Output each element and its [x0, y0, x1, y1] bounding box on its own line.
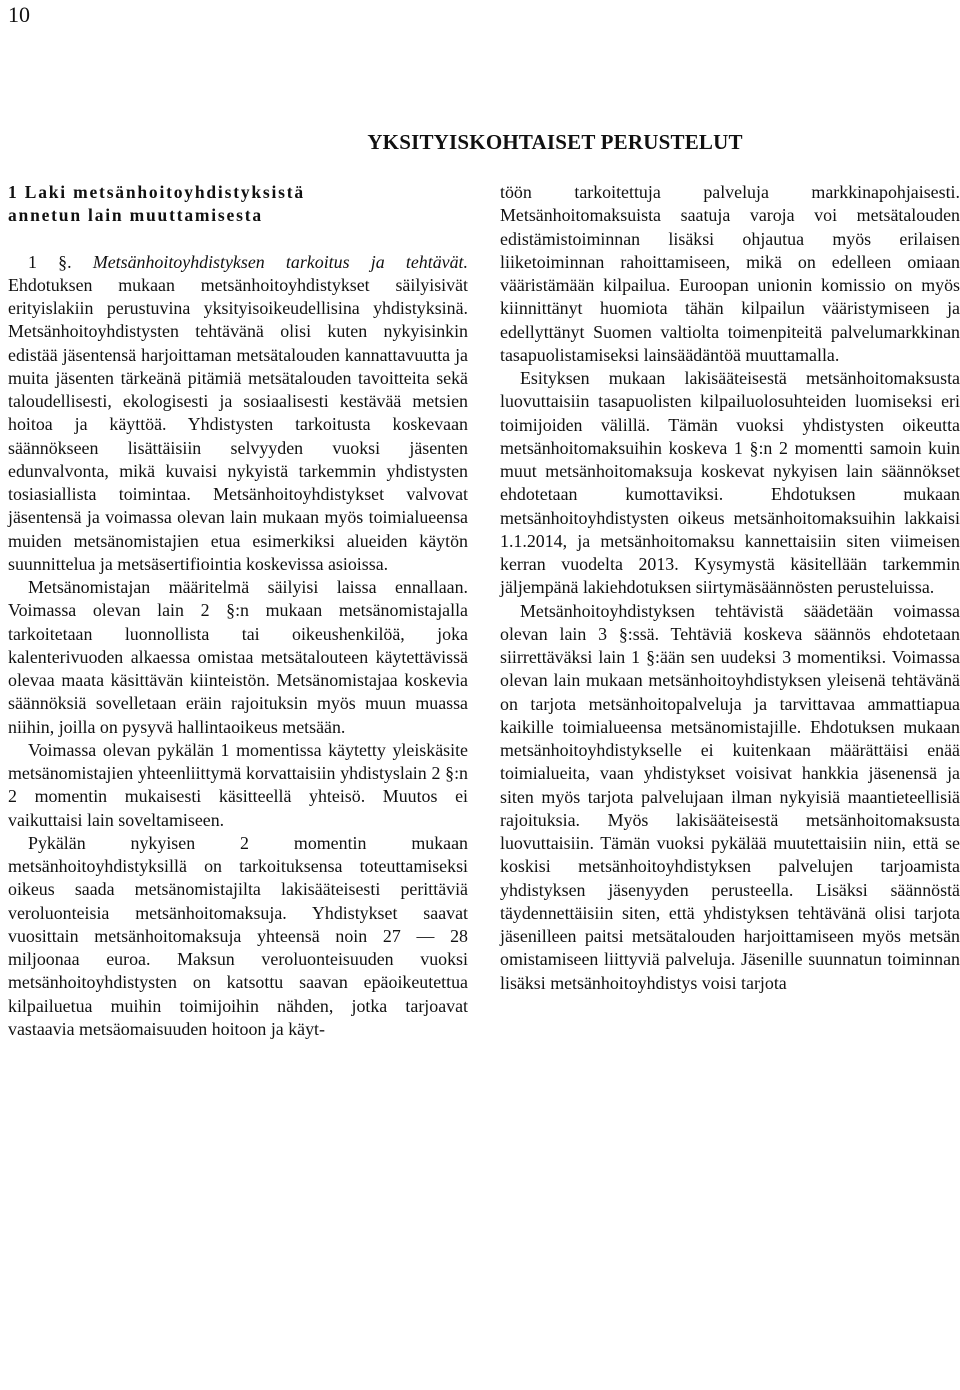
page-heading: YKSITYISKOHTAISET PERUSTELUT — [367, 130, 743, 154]
right-paragraph-1: töön tarkoitettuja palveluja markkinapohjaisesti. Metsänhoitomaksuista saatuja varoja voi metsätalouden edistämistoiminnan lisäksi ohjautua myös erilaisen liiketoiminnan rahoittamiseen, mikä on edelleen omiaan vääristämään kilpailua. Euroopan unionin komissio on myös kiinnittänyt huomiota tähän kilpailun vääristymiseen ja edellyttänyt Suomen valtiolta toimenpiteitä palvelumarkkinan tasapuolistamiseksi lainsäädäntöä muuttamalla. — [500, 182, 960, 365]
page-number: 10 — [8, 2, 30, 27]
section-title: Metsänhoitoyhdistyksen tarkoitus ja tehtävät. — [92, 251, 468, 272]
paragraph-3: Voimassa olevan pykälän 1 momentissa käytetty yleiskäsite metsänomistajien yhteenliittymä korvattaisiin yhdistyslain 2 §:n 2 momentin mukaisesti käsitteellä yhteisö. Muutos ei vaikuttaisi lain soveltamiseen. — [8, 739, 468, 830]
section-paragraph-1 — [8, 251, 468, 577]
right-paragraph-3: Metsänhoitoyhdistyksen tehtävistä säädetään voimassa olevan lain 3 §:ssä. Tehtäviä koskeva säännös ehdotetaan siirrettäväksi lain 1 §:ään sen uudeksi 3 momentiksi. Voimassa olevan lain mukaan metsänhoitoyhdistyksen yleisenä tehtävänä on tarjota metsänhoitopalveluja ja tarvittavaa ammattiapua kaikille toimialueensa metsänomistajille. Ehdotuksen mukaan metsänhoitoyhdistykselle ei kuitenkaan määrättäisi enää toimialueita, vaan yhdistykset voisivat hankkia jäsenensä ja siten myös tarjota palvelujaan ilman nykyisiä maantieteellisiä rajoituksia. Myös lakisääteisestä metsänhoitomaksusta luovuttaisiin. Tämän vuoksi pykälää muutettaisiin niin, että se koskisi metsänhoitoyhdistyksen palvelujen tarjoamista yhdistyksen jäsenyyden perusteella. Lisäksi säännöstä täydennettäisiin siten, että yhdistyksen tehtävänä olisi tarjota jäsenilleen paitsi metsätalouden harjoittamiseen myös metsän omistamiseen liittyviä palveluja. Jäsenille suunnatun toiminnan lisäksi metsänhoitoyhdistys voisi tarjota — [500, 600, 960, 993]
paragraph-4: Pykälän nykyisen 2 momentin mukaan metsänhoitoyhdistyksillä on tarkoituksensa toteuttamiseksi oikeus saada metsänomistajilta lakisääteisesti perittäviä veroluonteisia metsänhoitomaksuja. Yhdistykset saavat vuosittain metsänhoitomaksuja yhteensä noin 27 — 28 miljoonaa euroa. Maksun veroluonteisuuden vuoksi metsänhoitoyhdistysten on katsottu saavan epäoikeutettua kilpailuetua muihin toimijoihin nähden, jotka tarjoavat vastaavia metsäomaisuuden hoitoon ja käyt- — [8, 832, 468, 1039]
section-sign: §. — [58, 251, 72, 272]
right-paragraph-2: Esityksen mukaan lakisääteisestä metsänhoitomaksusta luovuttaisiin tasapuolisten kilpailuolosuhteiden luomiseksi eri toimijoiden välillä. Tämän vuoksi yhdistysten oikeutta metsänhoitomaksuihin koskeva 1 §:n 2 momentti samoin kuin muut metsänhoitomaksuja koskevat nykyisen lain säännökset ehdotetaan kumottaviksi. Ehdotuksen mukaan metsänhoitoyhdistysten oikeus metsänhoitomaksuihin lakkaisi 1.1.2014, ja metsänhoitomaksu kannettaisiin siten viimeisen kerran vuodelta 2013. Kysymystä käsitellään tarkemmin jäljempänä lakiehdotuksen siirtymäsäännösten perusteluissa. — [500, 368, 960, 598]
chapter-heading-line-1: 1 Laki metsänhoitoyhdistyksistä — [8, 182, 305, 202]
paragraph-1-text: Ehdotuksen mukaan metsänhoitoyhdistykset säilyisivät erityislakiin perustuvina yksityisoikeudellisina yhdistyksinä. Metsänhoitoyhdistysten tehtävänä olisi kuten nykyisinkin edistää jäsentensä harjoittaman metsätalouden kannattavuutta ja muita jäsenten tärkeänä pitämiä metsätalouden tavoitteita sekä taloudellisesti, ekologisesti ja sosiaalisesti kestävää metsien hoitoa ja käyttöä. Yhdistysten tarkoitusta koskevaan säännökseen lisättäisiin selvyyden vuoksi jäsenten edunvalvonta, mikä kuvaisi nykyistä tarkemmin yhdistysten tosiasiallista toimintaa. Metsänhoitoyhdistykset valvovat jäsentensä ja voimassa olevan lain mukaan myös toimialueensa muiden metsänomistajien etua esimerkiksi alueiden käytön suunnittelua ja metsäsertifiointia koskevissa asioissa. — [8, 274, 468, 574]
chapter-heading — [8, 181, 468, 228]
paragraph-2: Metsänomistajan määritelmä säilyisi laissa ennallaan. Voimassa olevan lain 2 §:n mukaan metsänomistajalla tarkoitetaan luonnollista tai oikeushenkilöä, joka kalenterivuoden alkaessa omistaa metsätalouteen käytettävissä olevaa maata käsittävän kiinteistön. Metsänomistajaa koskevia säännöksiä sovelletaan eräin rajoituksin myös muun muassa niihin, joilla on pysyvä hallintaoikeus metsään. — [8, 577, 468, 737]
left-column — [8, 181, 468, 1041]
chapter-heading-line-2: annetun lain muuttamisesta — [8, 205, 263, 226]
section-number: 1 — [28, 251, 37, 272]
right-column — [500, 181, 960, 995]
